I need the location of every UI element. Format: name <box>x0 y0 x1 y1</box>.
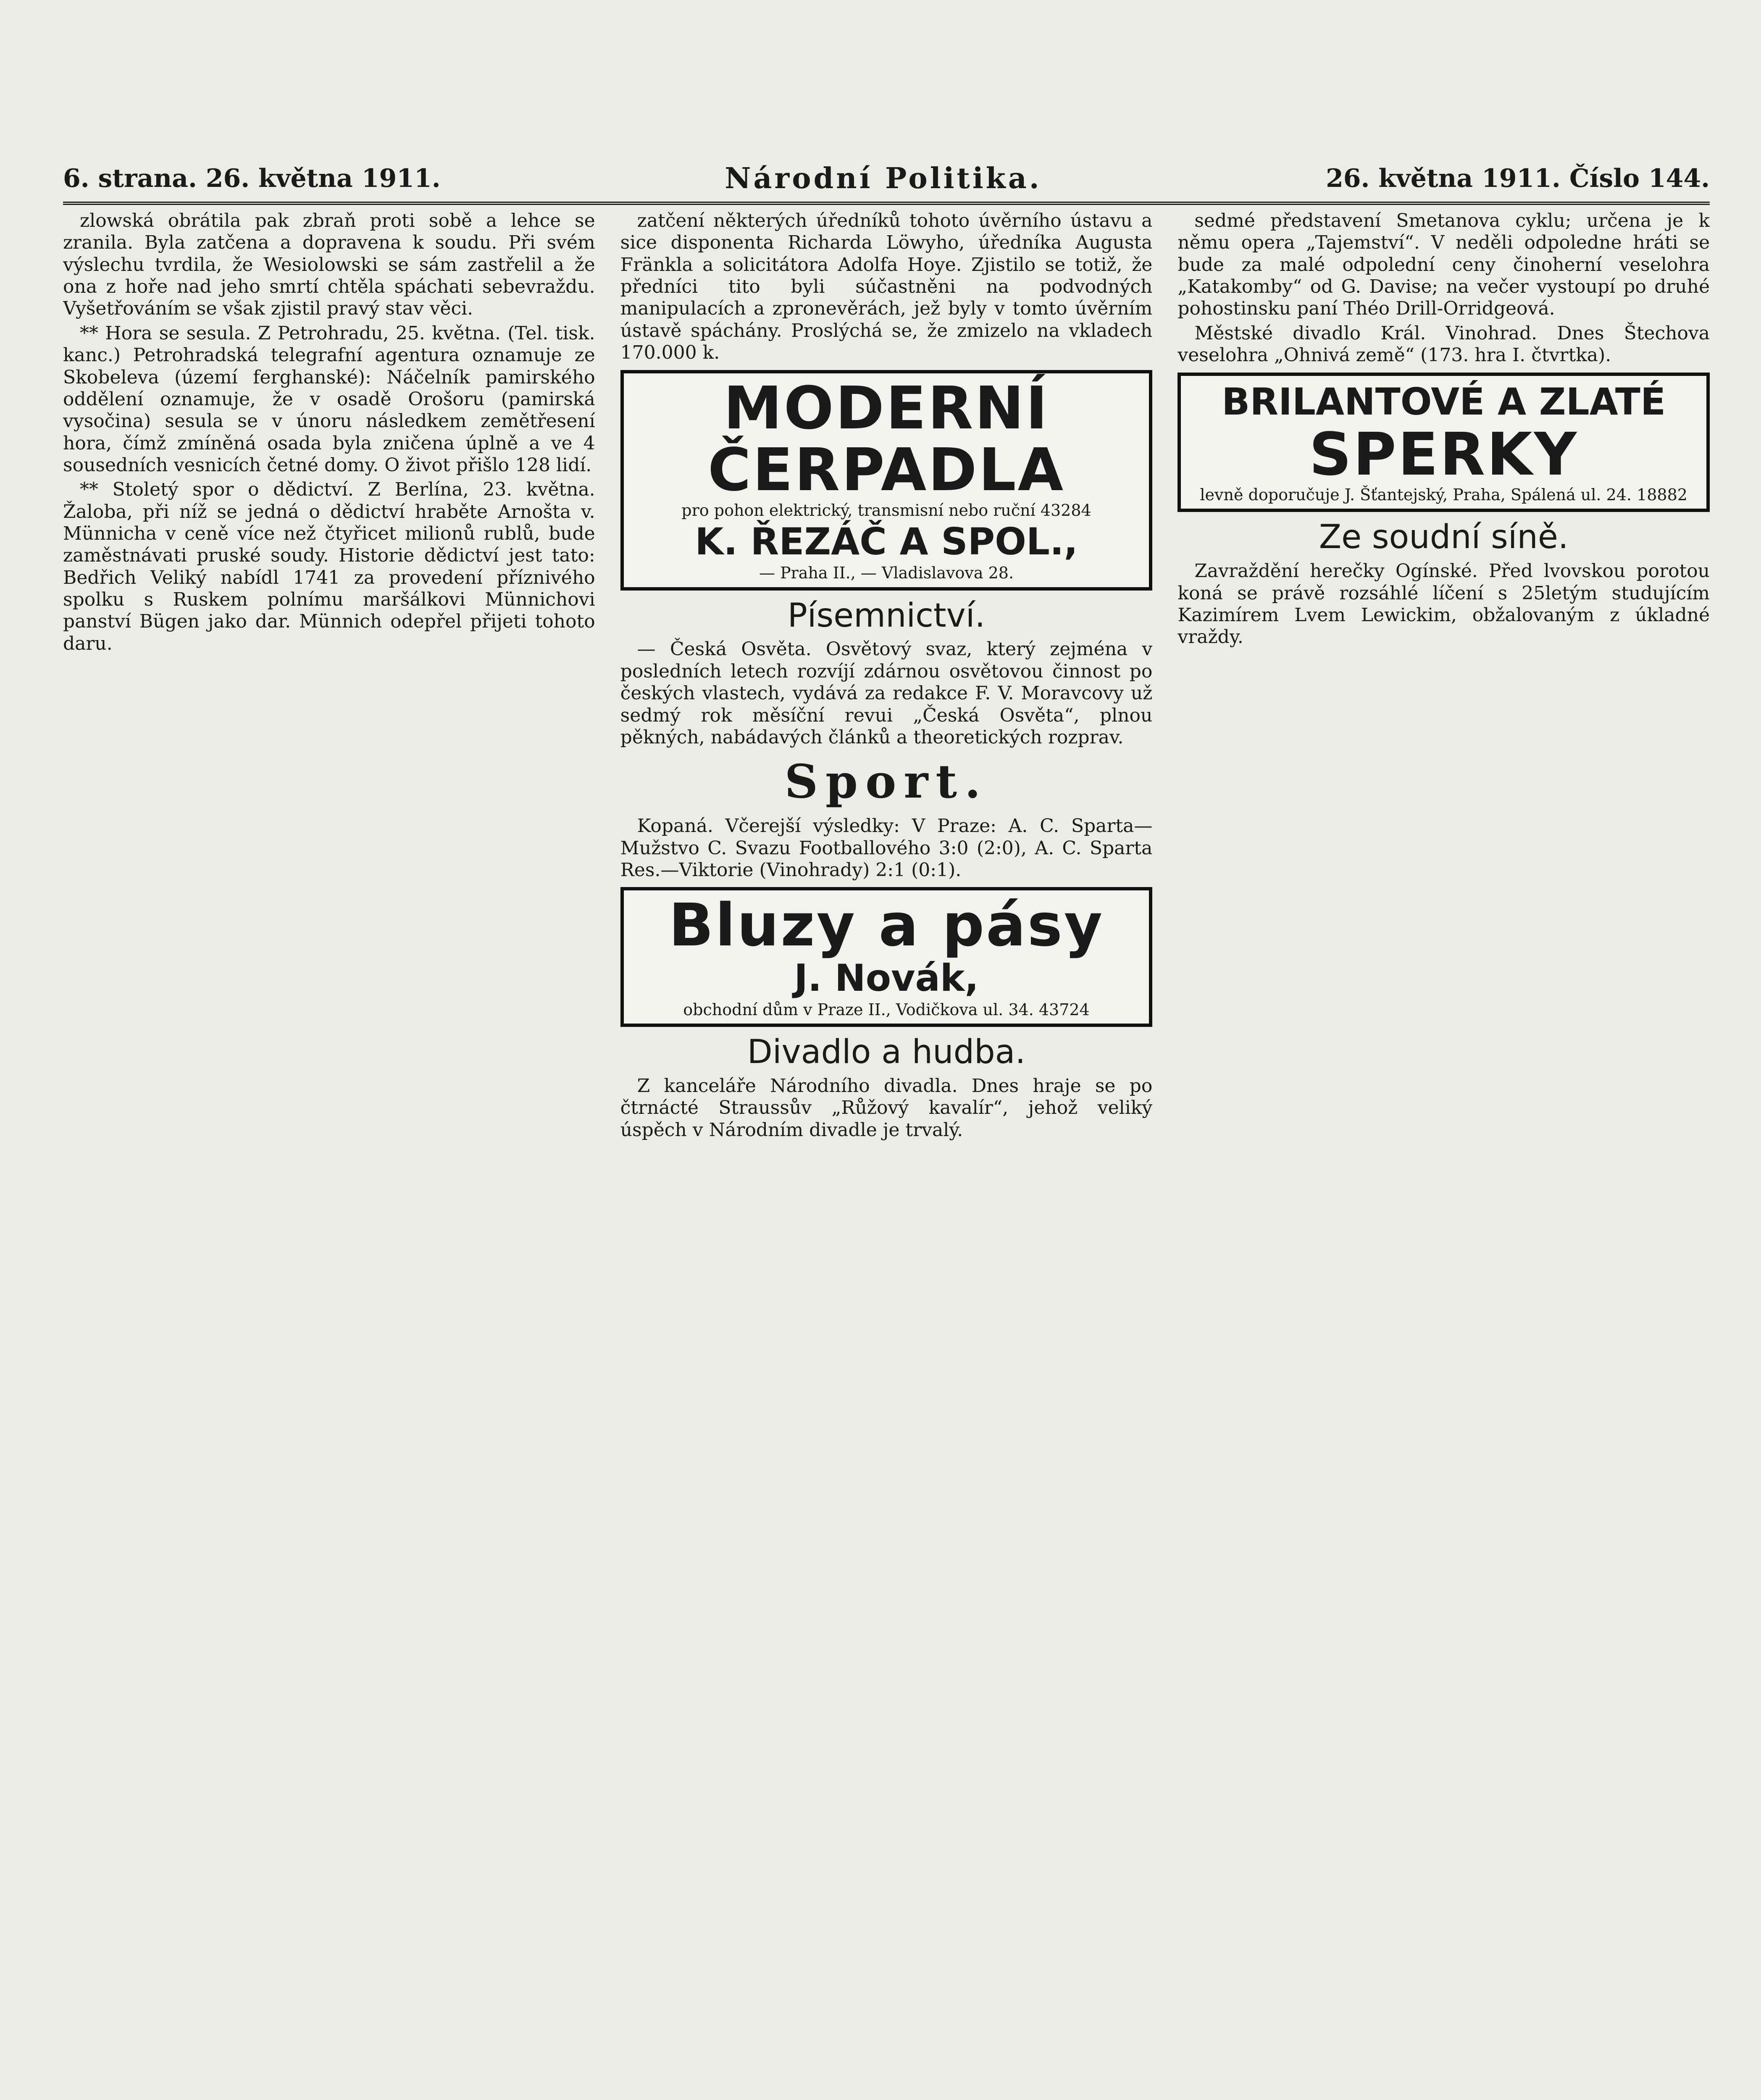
column-3 <box>1178 210 1710 2100</box>
article-paragraph: Kopaná. Včerejší výsledky: V Praze: A. C. Sparta—Mužstvo C. Svazu Footballového 3:0 (2:0), A. C. Sparta Res.—Viktorie (Vinohrady) 2:1 (0:1). <box>620 815 1153 881</box>
article-paragraph: zlowská obrátila pak zbraň proti sobě a lehce se zranila. Byla zatčena a dopravena k soudu. Při svém výslechu tvrdila, že Wesiolowski se sám zastřelil a že ona z hoře nad jeho smrtí chtěla spáchati sebevraždu. Vyšetřováním se však zjistil pravý stav věci. <box>63 210 595 320</box>
section-title-sport: Sport. <box>784 754 988 809</box>
column-1 <box>63 210 595 2100</box>
header-right: 26. května 1911. Číslo 144. <box>1326 164 1710 193</box>
article-paragraph: Zavraždění herečky Ogínské. Před lvovskou porotou koná se právě rozsáhlé líčení s 25letým studujícím Kazimírem Lvem Lewickim, obžalovaným z úkladné vraždy. <box>1178 560 1710 648</box>
ad-title: MODERNÍ ČERPADLA <box>707 374 1065 504</box>
advertisement-jewelry <box>1178 373 1710 512</box>
ad-title: Bluzy a pásy <box>668 891 1104 960</box>
advertisement-blouses <box>620 887 1153 1027</box>
section-title: Ze soudní síně. <box>1319 518 1569 556</box>
ad-line: levně doporučuje J. Šťantejský, Praha, Spálená ul. 24. 18882 <box>1200 486 1687 504</box>
article-paragraph: — Česká Osvěta. Osvětový svaz, který zejména v posledních letech rozvíjí zdárnou osvětovou činnost po českých vlastech, vydává za redakce F. V. Moravcovy už sedmý rok měsíční revui „Česká Osvěta“, plnou pěkných, nabádavých článků a theoretických rozprav. <box>620 638 1153 748</box>
ad-firm: J. Novák, <box>794 956 979 1000</box>
article-paragraph: ** Hora se sesula. Z Petrohradu, 25. května. (Tel. tisk. kanc.) Petrohradská telegrafní agentura oznamuje ze Skobeleva (území ferghanské): Náčelník pamirského oddělení oznamuje, že v osadě Orošoru (pamirská vysočina) sesula se v únoru následkem zemětřesení hora, čímž zmíněná osada byla zničena úplně a ve 4 sousedních vesnicích četné domy. O život přišlo 128 lidí. <box>63 322 595 476</box>
advertisement-pumps <box>620 370 1153 591</box>
article-paragraph: Městské divadlo Král. Vinohrad. Dnes Štechova veselohra „Ohnivá země“ (173. hra I. čtvrtka). <box>1178 322 1710 366</box>
section-title: Divadlo a hudba. <box>747 1033 1026 1071</box>
ad-title: BRILANTOVÉ A ZLATÉ <box>1222 380 1666 423</box>
ad-title-main: SPERKY <box>1309 420 1579 489</box>
article-paragraph: zatčení některých úředníků tohoto úvěrního ústavu a sice disponenta Richarda Löwyho, úředníka Augusta Fränkla a solicitátora Adolfa Hoye. Zjistilo se totiž, že předníci tito byli súčastněni na podvodných manipulacích a zpronevěrách, jež byly v tomto úvěrním ústavě spáchány. Proslýchá se, že zmizelo na vkladech 170.000 k. <box>620 210 1153 364</box>
ad-address: — Praha II., — Vladislavova 28. <box>759 564 1014 583</box>
masthead-title: Národní Politika. <box>725 162 1042 195</box>
article-paragraph: Z kanceláře Národního divadla. Dnes hraje se po čtrnácté Straussův „Růžový kavalír“, jehož veliký úspěch v Národním divadle je trvalý. <box>620 1075 1153 1141</box>
ad-line: pro pohon elektrický, transmisní nebo ruční 43284 <box>681 501 1091 520</box>
ad-firm: K. ŘEZÁČ A SPOL., <box>695 520 1078 563</box>
newspaper-page <box>63 155 1710 2100</box>
columns <box>63 210 1710 2100</box>
article-paragraph: ** Stoletý spor o dědictví. Z Berlína, 23. května. Žaloba, při níž se jedná o dědictví hraběte Arnošta v. Münnicha v ceně více než čtyřicet milionů rublů, bude zaměstnávati pruské soudy. Historie dědictví jest tato: Bedřich Veliký nabídl 1741 za provedení příznivého spolku s Ruskem polnímu maršálkovi Münnichovi panství Bügen jako dar. Münnich odepřel přijeti tohoto daru. <box>63 479 595 654</box>
header-left: 6. strana. 26. května 1911. <box>63 164 441 193</box>
ad-address: obchodní dům v Praze II., Vodičkova ul. 34. 43724 <box>683 1000 1090 1019</box>
page-header <box>63 155 1710 205</box>
column-2 <box>620 210 1153 2100</box>
article-paragraph: sedmé představení Smetanova cyklu; určena je k němu opera „Tajemství“. V neděli odpoledne hráti se bude za malé odpolední ceny činoherní veselohra „Katakomby“ od G. Davise; na večer vystoupí po druhé pohostinsku paní Théo Drill-Orridgeová. <box>1178 210 1710 320</box>
section-title: Písemnictví. <box>787 596 986 635</box>
